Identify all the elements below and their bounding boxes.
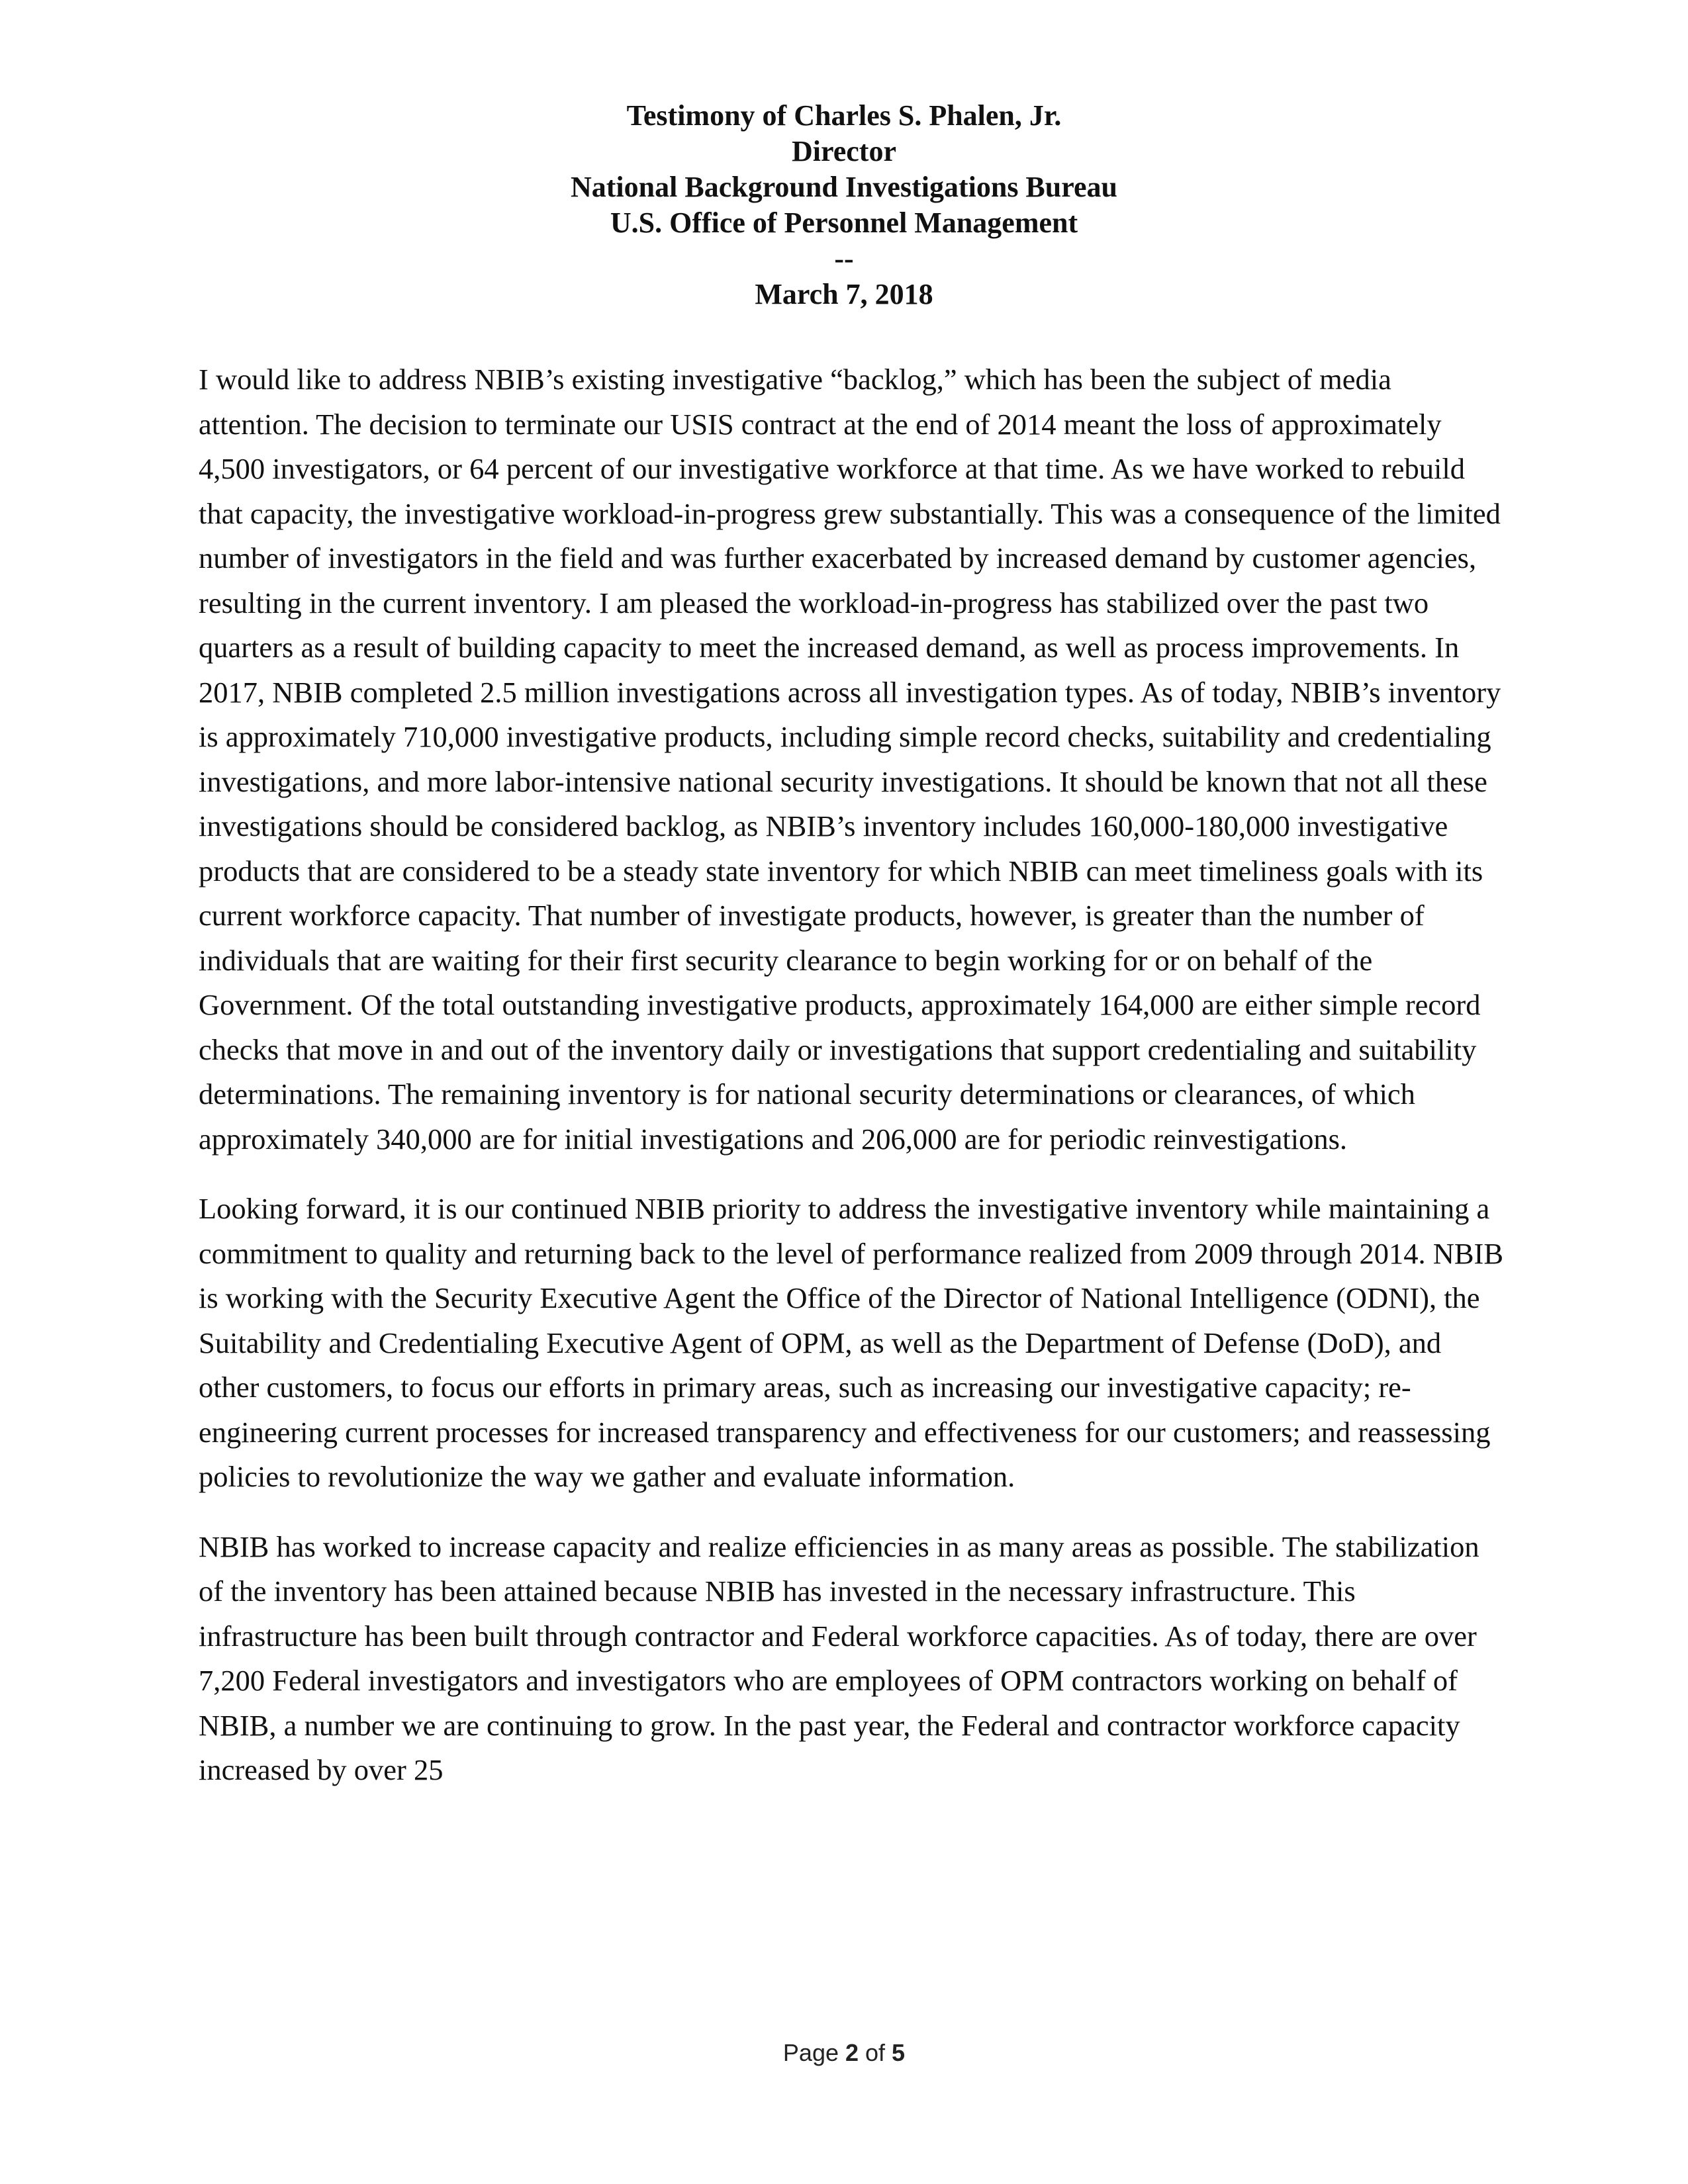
header-separator: -- (834, 242, 854, 275)
testimony-header (0, 98, 1688, 312)
header-bureau: National Background Investigations Bureau (571, 171, 1117, 203)
header-position: Director (792, 135, 896, 167)
body-paragraph-3: NBIB has worked to increase capacity and realize efficiencies in as many areas as possible. The stabilization of the inventory has been attained because NBIB has invested in the necessary infrastructure. This infrastructure has been built through contractor and Federal workforce capacities. As of today, there are over 7,200 Federal investigators and investigators who are employees of OPM contractors working on behalf of NBIB, a number we are continuing to grow. In the past year, the Federal and contractor workforce capacity increased by over 25 (199, 1529, 1479, 1786)
body-paragraph-1: I would like to address NBIB’s existing investigative “backlog,” which has been the subject of media attention. The decision to terminate our USIS contract at the end of 2014 meant the loss of approximately 4,500 investigators, or 64 percent of our investigative workforce at that time. As we have worked to rebuild that capacity, the investigative workload-in-progress grew substantially. This was a consequence of the limited number of investigators in the field and was further exacerbated by increased demand by customer agencies, resulting in the current inventory. I am pleased the workload-in-progress has stabilized over the past two quarters as a result of building capacity to meet the increased demand, as well as process improvements. In 2017, NBIB completed 2.5 million investigations across all investigation types. As of today, NBIB’s inventory is approximately 710,000 investigative products, including simple record checks, suitability and credentialing investigations, and more labor-intensive national security investigations. It should be known that not all these investigations should be considered backlog, as NBIB’s inventory includes 160,000-180,000 investigative products that are considered to be a steady state inventory for which NBIB can meet timeliness goals with its current workforce capacity. That number of investigate products, however, is greater than the number of individuals that are waiting for their first security clearance to begin working for or on behalf of the Government. Of the total outstanding investigative products, approximately 164,000 are either simple record checks that move in and out of the inventory daily or investigations that support credentialing and suitability determinations. The remaining inventory is for national security determinations or clearances, of which approximately 340,000 are for initial investigations and 206,000 are for periodic reinvestigations. (199, 363, 1501, 1156)
page-label: Page (782, 2039, 845, 2066)
body-paragraph-2: Looking forward, it is our continued NBIB priority to address the investigative inventory while maintaining a commitment to quality and returning back to the level of performance realized from 2009 through 2014. NBIB is working with the Security Executive Agent the Office of the Director of National Intelligence (ODNI), the Suitability and Credentialing Executive Agent of OPM, as well as the Department of Defense (DoD), and other customers, to focus our efforts in primary areas, such as increasing our investigative capacity; re-engineering current processes for increased transparency and effectiveness for our customers; and reassessing policies to revolutionize the way we gather and evaluate information. (199, 1192, 1504, 1493)
header-office: U.S. Office of Personnel Management (610, 206, 1078, 239)
testimony-body (199, 357, 1506, 1818)
page-of-label: of (859, 2039, 892, 2066)
page-footer (0, 2038, 1688, 2068)
page-total: 5 (892, 2039, 906, 2066)
header-title: Testimony of Charles S. Phalen, Jr. (626, 99, 1062, 132)
page-number: 2 (845, 2039, 859, 2066)
header-date: March 7, 2018 (755, 278, 933, 310)
